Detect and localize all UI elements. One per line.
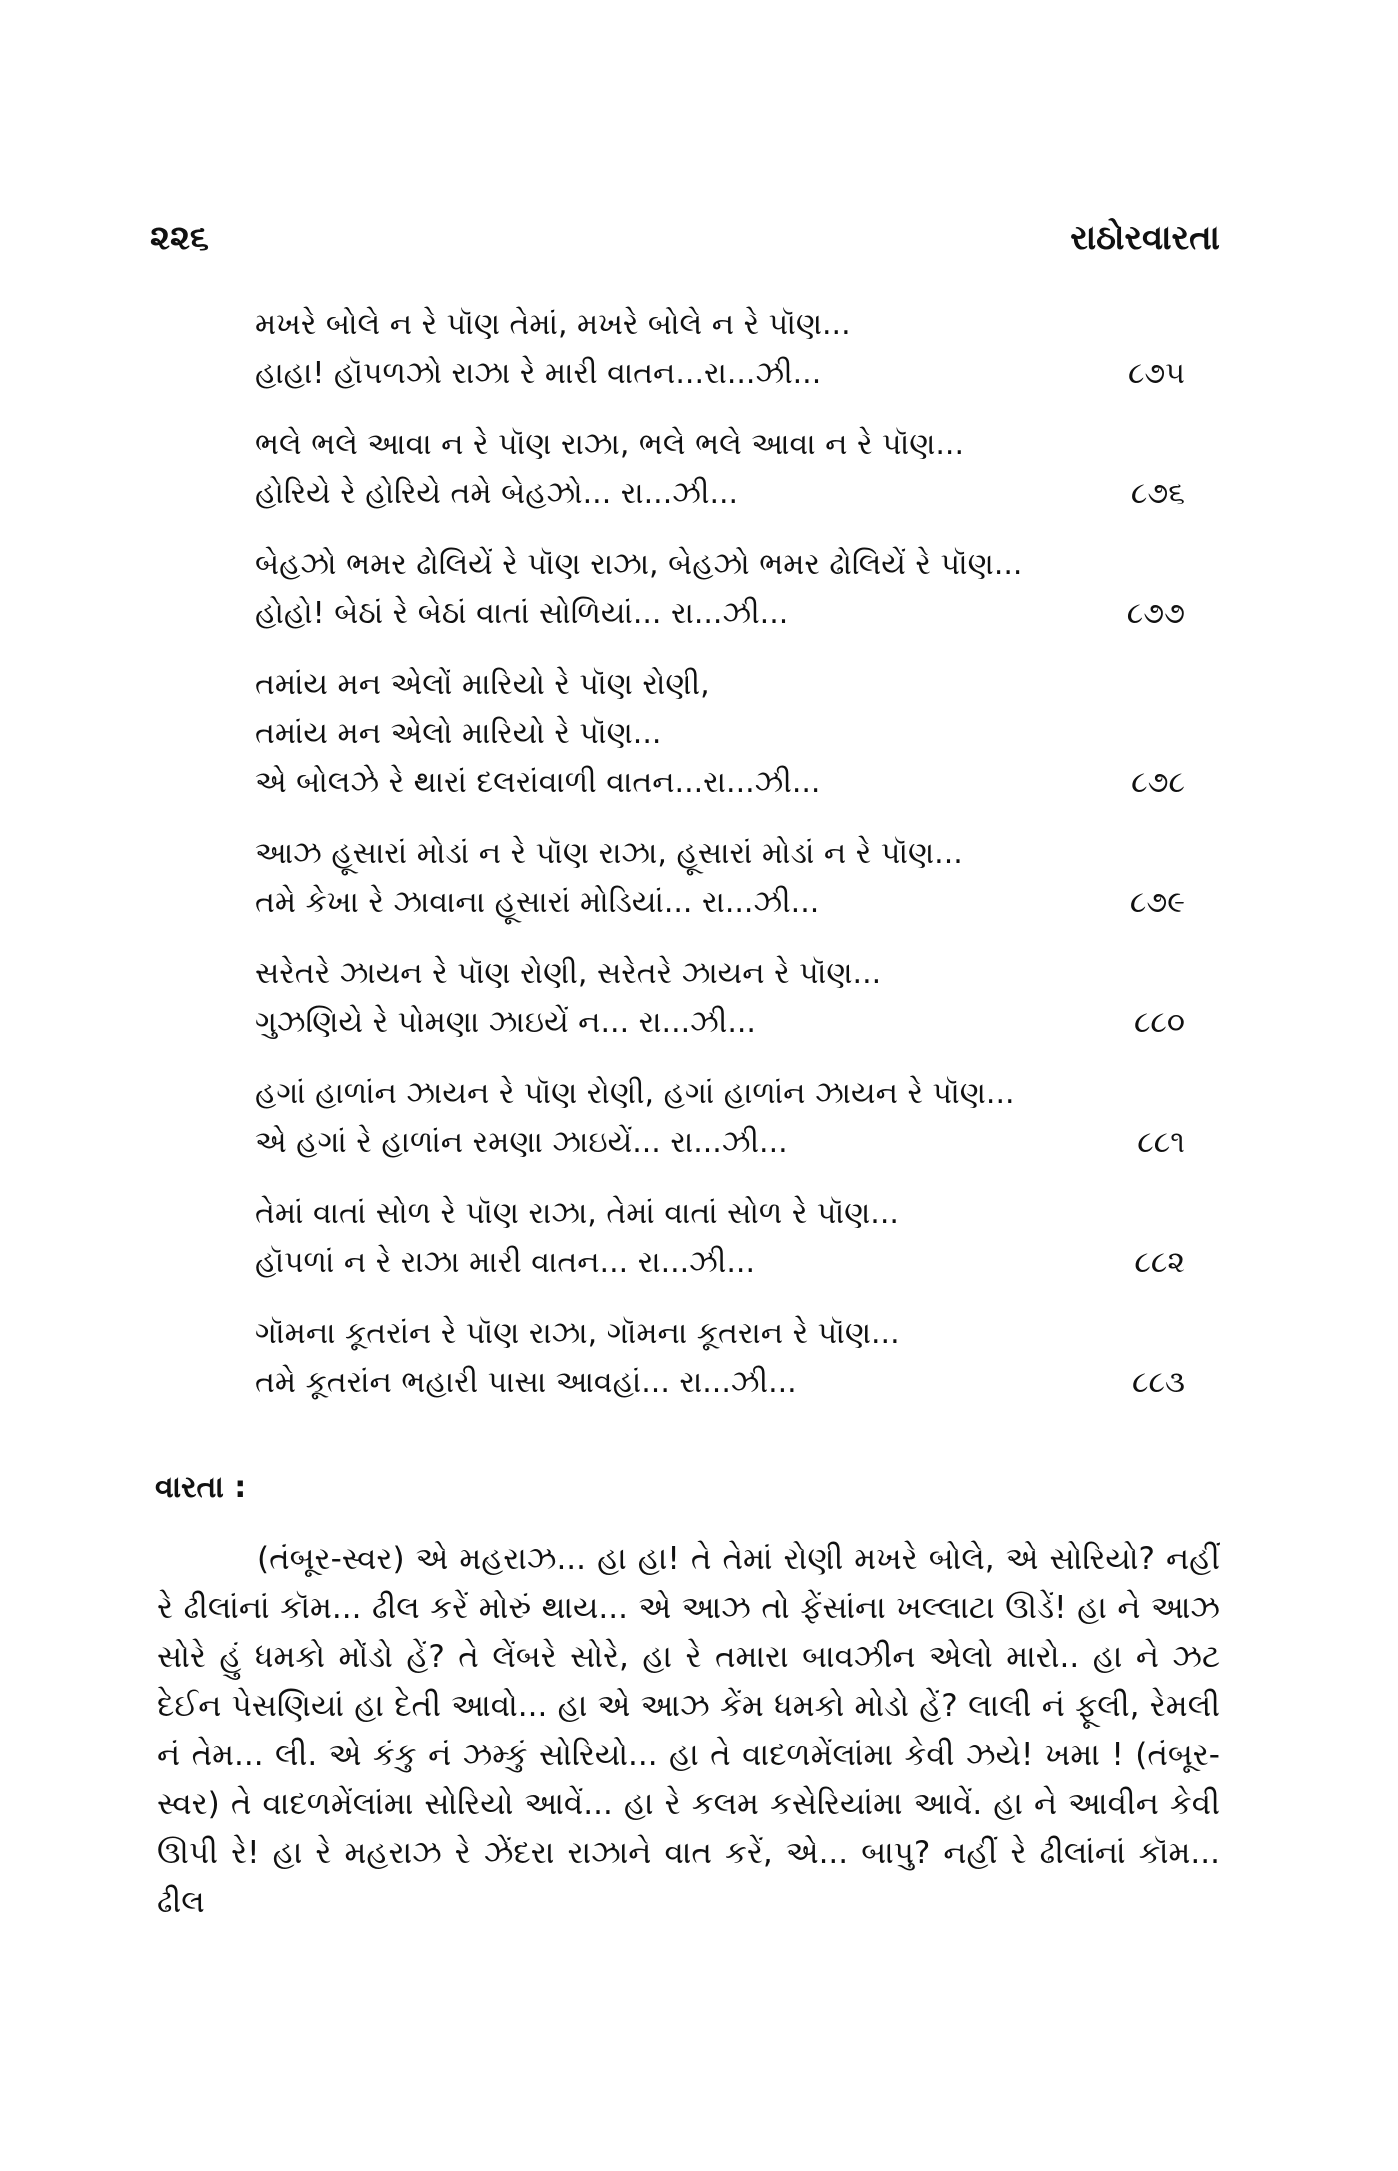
verse-line [255, 829, 1185, 878]
verse-line [255, 589, 1185, 638]
verse-number: ૮૭૮ [1131, 765, 1185, 800]
verse-line [255, 1189, 1185, 1238]
verse-text: તેમાં વાતાં સોળ રે પૉણ રાઝા, તેમાં વાતાં સોળ રે પૉણ... [255, 1196, 899, 1231]
verse-text: એ હગાં રે હાળાંન રમણા ઝાઇયેં... રા...ઝી... [255, 1125, 788, 1160]
verse-line [255, 1238, 1185, 1287]
verse-number: ૮૮૧ [1137, 1125, 1185, 1160]
verse-text: ભલે ભલે આવા ન રે પૉણ રાઝા, ભલે ભલે આવા ન રે પૉણ... [255, 427, 964, 462]
verse-number: ૮૮૩ [1132, 1365, 1185, 1400]
verse-stanza [255, 829, 1185, 927]
verse-stanza [255, 300, 1185, 398]
verse-number: ૮૭૬ [1130, 476, 1185, 511]
verse-line [255, 300, 1185, 349]
section-label: વારતા : [155, 1470, 247, 1505]
verse-line [255, 540, 1185, 589]
verse-text: હોરિયે રે હોરિયે તમે બેહઝો... રા...ઝી... [255, 476, 739, 511]
verse-line [255, 1118, 1185, 1167]
page-number: ૨૨૬ [150, 218, 209, 258]
verse-stanza [255, 540, 1185, 638]
verse-number: ૮૭૫ [1127, 356, 1185, 391]
verse-text: તમાંય મન એલો મારિયો રે પૉણ... [255, 716, 662, 751]
verse-stanza [255, 420, 1185, 518]
verse-line [255, 1069, 1185, 1118]
verse-text: ગૉમના કૂતરાંન રે પૉણ રાઝા, ગૉમના કૂતરાન રે પૉણ... [255, 1316, 900, 1351]
verse-block [255, 300, 1185, 1429]
verse-line [255, 878, 1185, 927]
verse-line [255, 469, 1185, 518]
verse-number: ૮૭૯ [1129, 885, 1185, 920]
verse-text: બેહઝો ભમર ઢોલિયેં રે પૉણ રાઝા, બેહઝો ભમર ઢોલિયેં રે પૉણ... [255, 547, 1023, 582]
verse-line [255, 1309, 1185, 1358]
verse-line [255, 709, 1185, 758]
running-title: રાઠોરવારતા [1070, 218, 1220, 258]
verse-line [255, 758, 1185, 807]
prose-paragraph: (તંબૂર-સ્વર) એ મહરાઝ... હા હા! તે તેમાં રોણી મખરે બોલે, એ સોરિયો? નહીં રે ઢીલાંનાં કૉમ... ઢીલ કરેં મોરું થાય... એ આઝ તો ફેંસાંના ખલ્લાટા ઊડેં! હા ને આઝ સોરે હું ધમકો મોંડો હેં? તે લેંબરે સોરે, હા રે તમારા બાવઝીન એલો મારો.. હા ને ઝટ દેઈન પેસણિયાં હા દેતી આવો... હા એ આઝ કેંમ ધમકો મોડો હેં? લાલી નં ફૂલી, રેમલી નં તેમ... લી. એ કંકુ નં ઝમ્કું સોરિયો... હા તે વાદળમેંલાંમા કેવી ઝયે! ખમા ! (તંબૂર-સ્વર) તે વાદળમેંલાંમા સોરિયો આવેં... હા રે કલમ કસેરિયાંમા આવેં. હા ને આવીન કેવી ઊપી રે! હા રે મહરાઝ રે ઝેંદરા રાઝાને વાત કરેં, એ... બાપુ? નહીં રે ઢીલાંનાં કૉમ... ઢીલ [157, 1541, 1220, 1920]
verse-stanza [255, 660, 1185, 807]
verse-line [255, 660, 1185, 709]
verse-line [255, 949, 1185, 998]
verse-text: હાહા! હૉપળઝો રાઝા રે મારી વાતન...રા...ઝી... [255, 356, 822, 391]
verse-text: સરેતરે ઝાયન રે પૉણ રોણી, સરેતરે ઝાયન રે પૉણ... [255, 956, 882, 991]
verse-text: તમે કૂતરાંન ભહારી પાસા આવહાં... રા...ઝી... [255, 1365, 797, 1400]
verse-stanza [255, 949, 1185, 1047]
verse-line [255, 349, 1185, 398]
verse-text: તમે કેખા રે ઝાવાના હૂસારાં મોડિયાં... રા...ઝી... [255, 885, 820, 920]
verse-text: ગુઝણિયે રે પોમણા ઝાઇયેં ન... રા...ઝી... [255, 1005, 756, 1040]
verse-number: ૮૭૭ [1126, 596, 1185, 631]
verse-line [255, 420, 1185, 469]
verse-text: મખરે બોલે ન રે પૉણ તેમાં, મખરે બોલે ન રે પૉણ... [255, 307, 851, 342]
verse-text: તમાંય મન એલોં મારિયો રે પૉણ રોણી, [255, 667, 710, 702]
verse-line [255, 1358, 1185, 1407]
verse-text: હોહો! બેઠાં રે બેઠાં વાતાં સોળિયાં... રા...ઝી... [255, 596, 789, 631]
verse-text: હગાં હાળાંન ઝાયન રે પૉણ રોણી, હગાં હાળાંન ઝાયન રે પૉણ... [255, 1076, 1015, 1111]
verse-line [255, 998, 1185, 1047]
verse-stanza [255, 1189, 1185, 1287]
verse-stanza [255, 1309, 1185, 1407]
verse-text: એ બોલઝે રે થારાં દલરાંવાળી વાતન...રા...ઝી... [255, 765, 821, 800]
verse-stanza [255, 1069, 1185, 1167]
verse-number: ૮૮૨ [1134, 1245, 1185, 1280]
verse-text: આઝ હૂસારાં મોડાં ન રે પૉણ રાઝા, હૂસારાં મોડાં ન રે પૉણ... [255, 836, 963, 871]
verse-number: ૮૮૦ [1133, 1005, 1185, 1040]
verse-text: હૉપળાં ન રે રાઝા મારી વાતન... રા...ઝી... [255, 1245, 755, 1280]
